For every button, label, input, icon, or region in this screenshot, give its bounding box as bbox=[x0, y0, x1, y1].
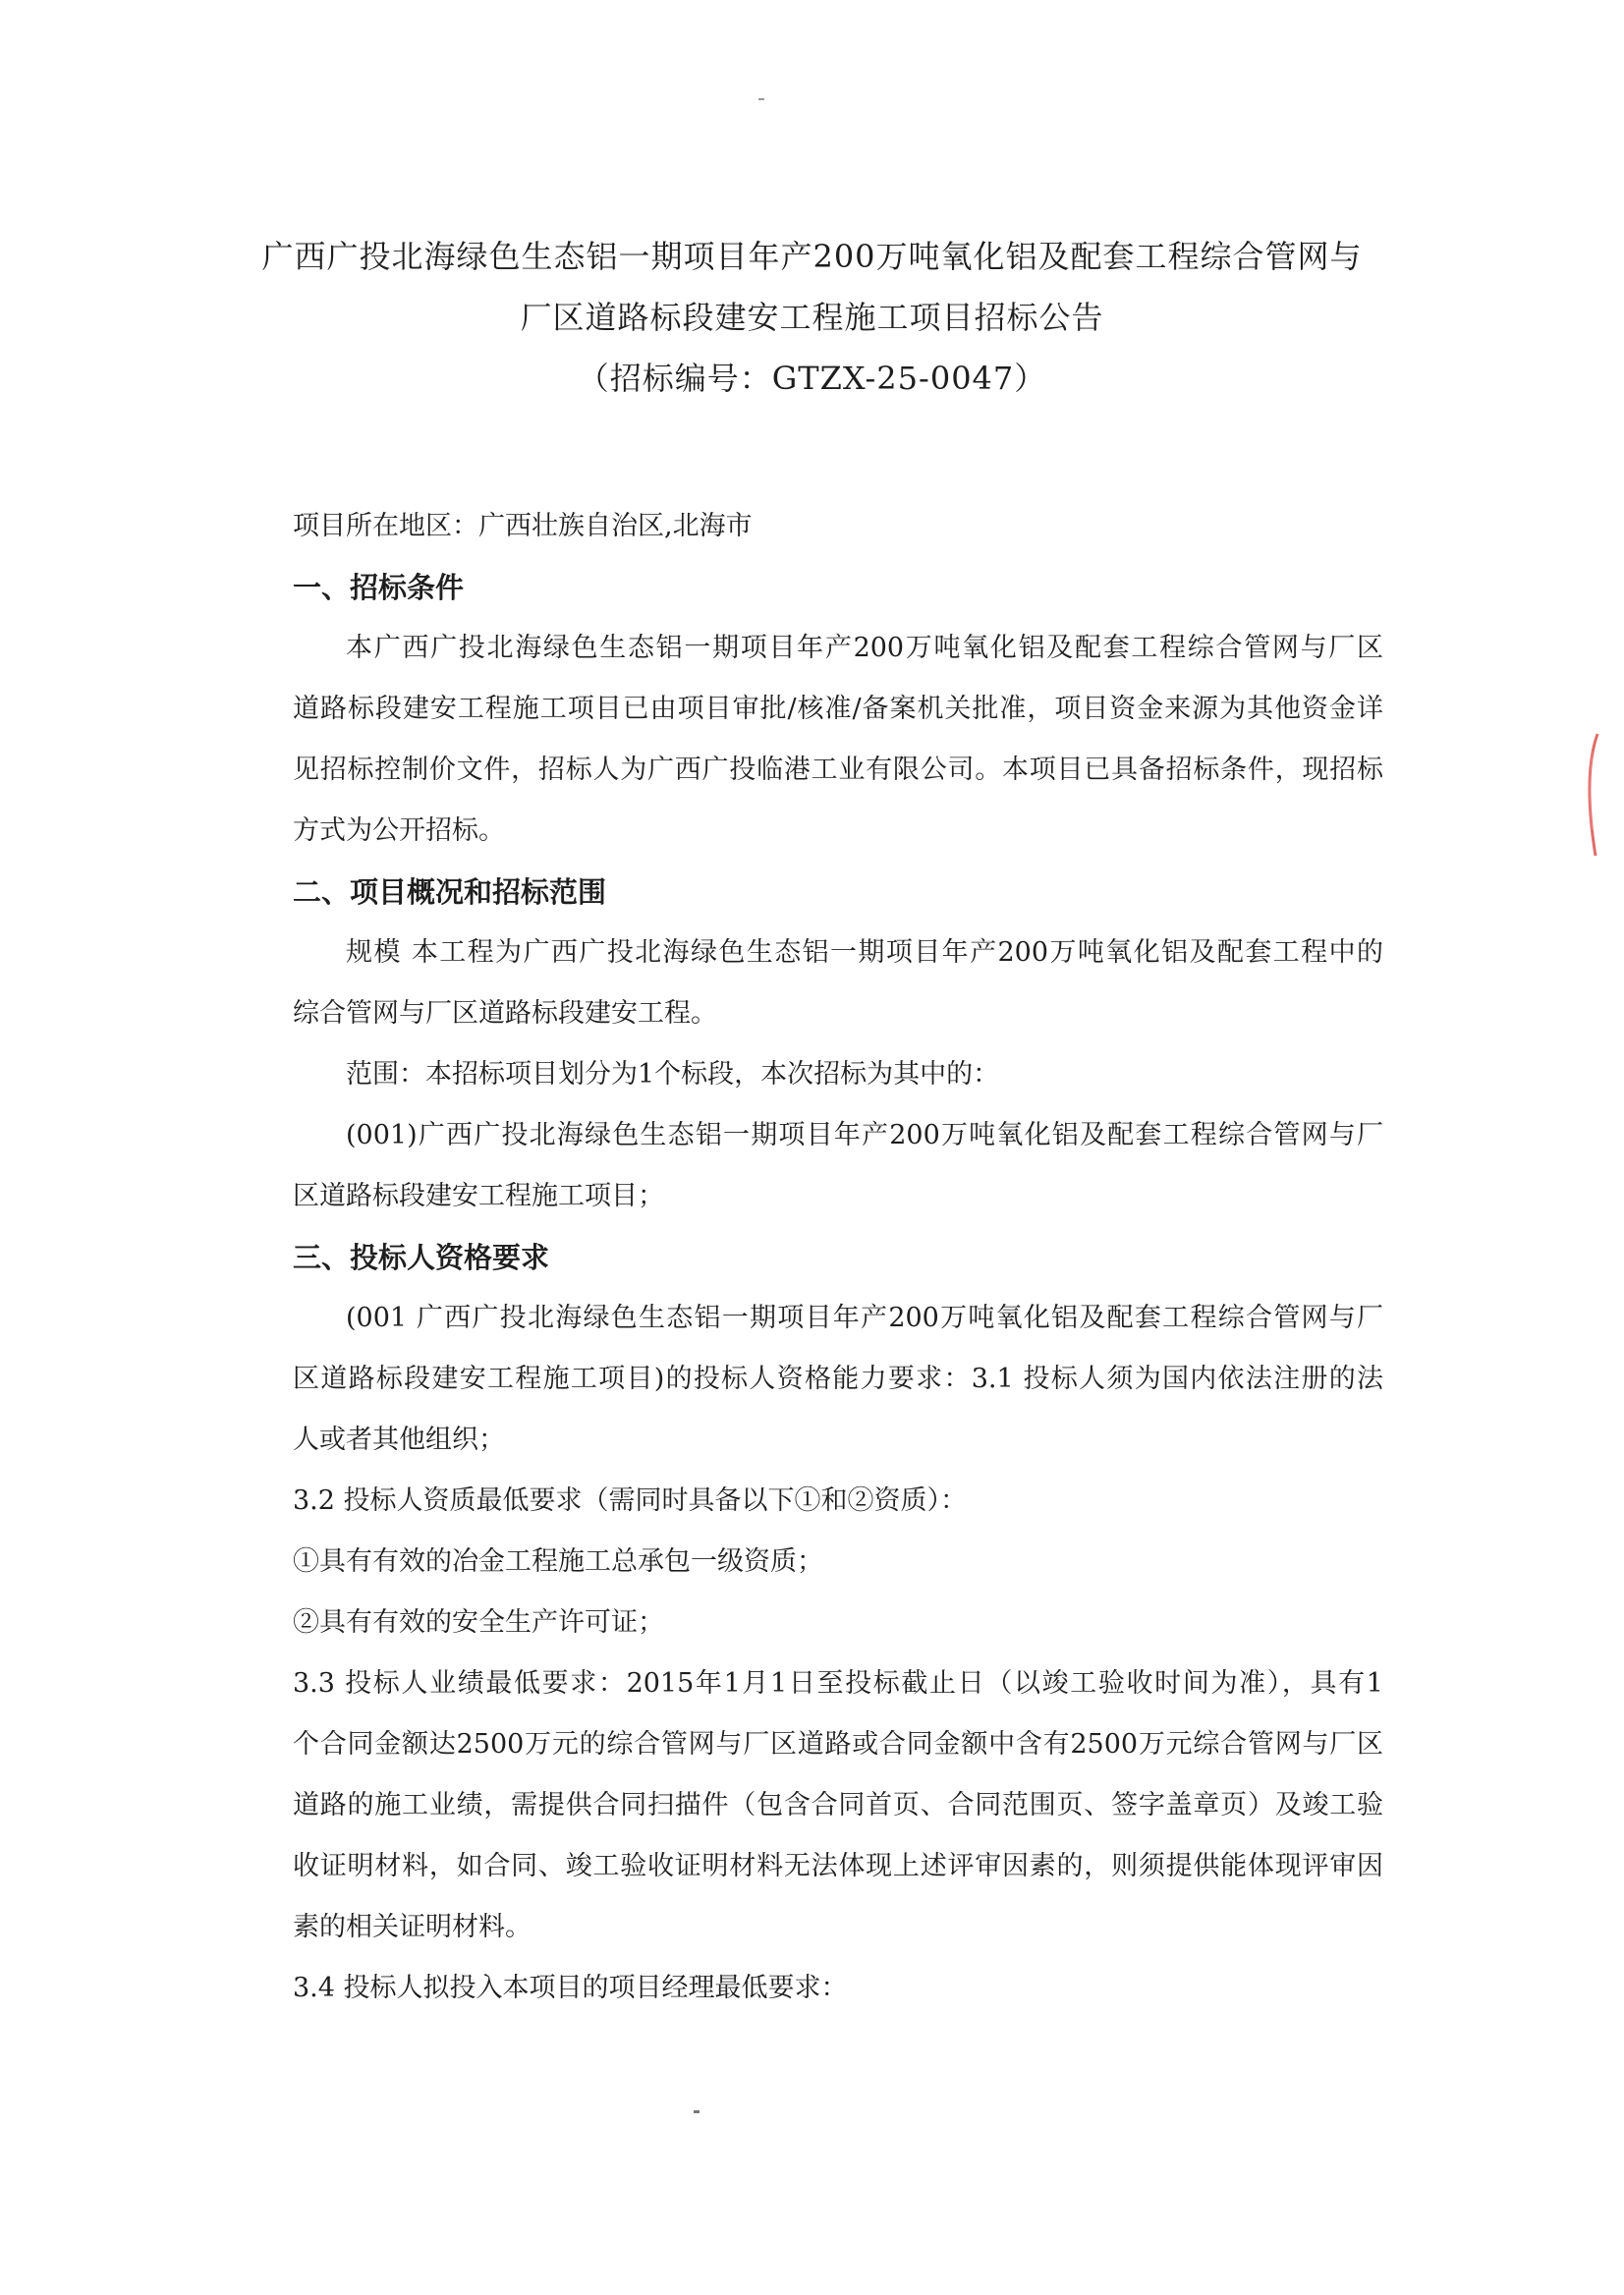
paragraph-line: 3.2 投标人资质最低要求（需同时具备以下①和②资质）： bbox=[293, 1485, 968, 1516]
tender-number: （招标编号：GTZX-25-0047） bbox=[577, 360, 1047, 397]
scan-speck bbox=[694, 2110, 700, 2113]
project-location: 项目所在地区：广西壮族自治区,北海市 bbox=[293, 511, 753, 541]
paragraph-line: 方式为公开招标。 bbox=[293, 815, 505, 846]
paragraph-line: 个合同金额达2500万元的综合管网与厂区道路或合同金额中含有2500万元综合管网与厂区 bbox=[293, 1729, 1383, 1760]
scan-speck bbox=[758, 98, 764, 100]
title-line-1: 广西广投北海绿色生态铝一期项目年产200万吨氧化铝及配套工程综合管网与 bbox=[261, 238, 1363, 275]
paragraph-line: 3.4 投标人拟投入本项目的项目经理最低要求： bbox=[293, 1973, 848, 2003]
section-heading-qualifications: 三、投标人资格要求 bbox=[293, 1241, 550, 1274]
paragraph-line: ②具有有效的安全生产许可证； bbox=[293, 1607, 664, 1638]
paragraph-line: 收证明材料，如合同、竣工验收证明材料无法体现上述评审因素的，则须提供能体现评审因 bbox=[293, 1851, 1383, 1881]
document-title bbox=[0, 226, 1624, 409]
title-line-2: 厂区道路标段建安工程施工项目招标公告 bbox=[520, 299, 1104, 336]
paragraph-line: 见招标控制价文件，招标人为广西广投临港工业有限公司。本项目已具备招标条件，现招标 bbox=[293, 755, 1383, 785]
paragraph-line: 道路的施工业绩，需提供合同扫描件（包含合同首页、合同范围页、签字盖章页）及竣工验 bbox=[293, 1790, 1383, 1820]
seal-stamp-edge bbox=[1584, 732, 1601, 860]
paragraph-line: (001)广西广投北海绿色生态铝一期项目年产200万吨氧化铝及配套工程综合管网与厂 bbox=[346, 1120, 1383, 1150]
paragraph-line: 道路标段建安工程施工项目已由项目审批/核准/备案机关批准，项目资金来源为其他资金详 bbox=[293, 694, 1383, 724]
section-heading-conditions: 一、招标条件 bbox=[293, 571, 465, 604]
paragraph-line: 区道路标段建安工程施工项目； bbox=[293, 1181, 664, 1211]
paragraph-line: 范围：本招标项目划分为1个标段，本次招标为其中的： bbox=[346, 1059, 1000, 1090]
document-body bbox=[293, 496, 1383, 2019]
paragraph-line: 素的相关证明材料。 bbox=[293, 1912, 532, 1942]
section-heading-overview: 二、项目概况和招标范围 bbox=[293, 875, 607, 909]
paragraph-line: 规模 本工程为广西广投北海绿色生态铝一期项目年产200万吨氧化铝及配套工程中的 bbox=[346, 937, 1383, 968]
paragraph-line: 3.3 投标人业绩最低要求：2015年1月1日至投标截止日（以竣工验收时间为准），具有1 bbox=[293, 1668, 1383, 1699]
paragraph-line: 综合管网与厂区道路标段建安工程。 bbox=[293, 998, 717, 1029]
paragraph-line: (001 广西广投北海绿色生态铝一期项目年产200万吨氧化铝及配套工程综合管网与厂 bbox=[346, 1303, 1383, 1333]
paragraph-line: 本广西广投北海绿色生态铝一期项目年产200万吨氧化铝及配套工程综合管网与厂区 bbox=[346, 633, 1383, 663]
paragraph-line: 人或者其他组织； bbox=[293, 1425, 505, 1455]
paragraph-line: ①具有有效的冶金工程施工总承包一级资质； bbox=[293, 1546, 823, 1577]
paragraph-line: 区道路标段建安工程施工项目)的投标人资格能力要求：3.1 投标人须为国内依法注册的法 bbox=[293, 1364, 1383, 1394]
